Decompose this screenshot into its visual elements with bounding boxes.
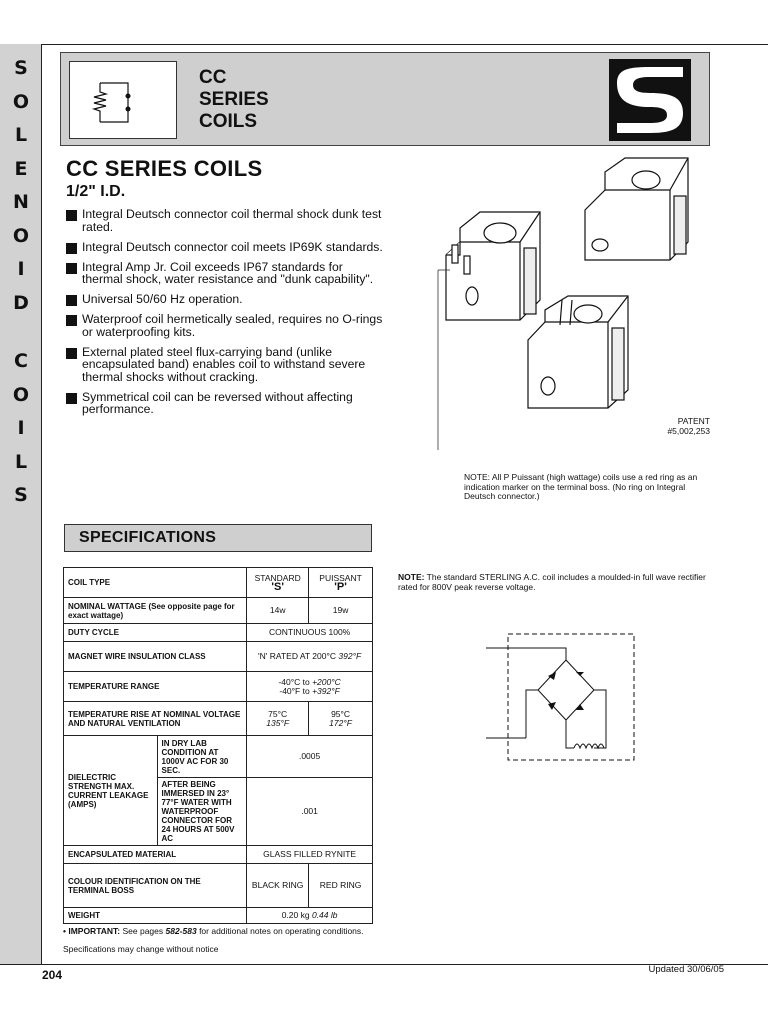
duty-cycle-value: CONTINUOUS 100% <box>247 624 373 642</box>
side-letter: L <box>14 124 28 146</box>
feature-item: Universal 50/60 Hz operation. <box>66 293 386 306</box>
dielectric-wet-label: AFTER BEING IMMERSED IN 23° 77°F WATER WITH WATERPROOF CONNECTOR FOR 24 HOURS AT 500V AC <box>157 778 247 846</box>
colour-id-s: BLACK RING <box>247 864 309 908</box>
puissant-label: PUISSANT <box>319 572 362 583</box>
temp-range-line1: -40°C to <box>278 676 310 687</box>
table-row <box>64 642 373 672</box>
table-row <box>64 702 373 736</box>
table-row <box>64 908 373 924</box>
temp-rise-p-f: 172°F <box>329 717 352 728</box>
dielectric-dry-value: .0005 <box>247 736 373 778</box>
nominal-wattage-s: 14w <box>247 598 309 624</box>
side-letter-gap <box>0 320 42 345</box>
weight-value: 0.20 kg <box>281 910 310 920</box>
header-title-line: COILS <box>199 111 258 132</box>
important-note <box>63 926 364 936</box>
sterling-logo <box>609 59 691 141</box>
sterling-s-logo-icon <box>609 59 691 141</box>
magnet-wire-label: MAGNET WIRE INSULATION CLASS <box>64 642 247 672</box>
temp-rise-s-c: 75°C <box>268 708 288 719</box>
table-row <box>64 598 373 624</box>
dielectric-wet-value: .001 <box>247 778 373 846</box>
patent-line: PATENT <box>677 416 710 426</box>
feature-item: Waterproof coil hermetically sealed, requires no O-rings or waterproofing kits. <box>66 313 386 338</box>
side-letter: C <box>14 350 28 372</box>
encapsulated-label: ENCAPSULATED MATERIAL <box>64 846 247 864</box>
ring-note: NOTE: All P Puissant (high wattage) coils use a red ring as an indication marker on the terminal boss. (No ring on Integral Deutsch connector.) <box>464 472 698 501</box>
page-title: CC SERIES COILS <box>66 156 263 181</box>
specifications-table <box>63 567 373 924</box>
header-banner <box>60 52 710 146</box>
feature-list <box>66 208 386 423</box>
magnet-wire-value: 'N' RATED AT 200°C <box>258 651 337 661</box>
feature-item: Symmetrical coil can be reversed without affecting performance. <box>66 391 386 416</box>
solenoid-coil-symbol-icon <box>70 62 178 140</box>
magnet-wire-value-f: 392°F <box>338 651 362 661</box>
header-title-line: SERIES <box>199 89 269 110</box>
table-row <box>64 736 373 778</box>
side-letter: S <box>14 57 28 79</box>
temperature-rise-p <box>309 702 373 736</box>
temp-rise-p-c: 95°C <box>331 708 351 719</box>
coil-symbol-box <box>69 61 177 139</box>
table-row <box>64 864 373 908</box>
weight-value-lb: 0.44 lb <box>311 910 338 920</box>
encapsulated-value: GLASS FILLED RYNITE <box>247 846 373 864</box>
top-rule <box>42 44 768 45</box>
standard-cell <box>247 568 309 598</box>
side-letter: O <box>12 224 30 247</box>
important-text: See pages <box>120 926 166 936</box>
rectifier-note-text: The standard STERLING A.C. coil includes a moulded-in full wave rectifier rated for 800V peak reverse voltage. <box>398 572 706 592</box>
standard-label: STANDARD <box>254 572 301 583</box>
temperature-range-cell <box>247 672 373 702</box>
page-subtitle: 1/2" I.D. <box>66 183 126 200</box>
standard-code: 'S' <box>271 580 284 593</box>
feature-item: Integral Deutsch connector coil meets IP69K standards. <box>66 241 386 254</box>
side-letter: S <box>14 484 28 506</box>
feature-item: External plated steel flux-carrying band (unlike encapsulated band) enables coil to withstand severe thermal shocks without cracking. <box>66 346 386 384</box>
patent-number: #5,002,253 <box>667 426 710 436</box>
side-letter: L <box>14 450 28 473</box>
important-label: • IMPORTANT: <box>63 926 121 936</box>
coil-type-label: COIL TYPE <box>64 568 247 598</box>
important-text-end: for additional notes on operating conditions. <box>196 926 364 936</box>
temperature-range-label: TEMPERATURE RANGE <box>64 672 247 702</box>
page-number: 204 <box>42 968 63 982</box>
coil-product-illustration <box>420 150 720 450</box>
feature-item: Integral Amp Jr. Coil exceeds IP67 standards for thermal shock, water resistance and "dunk capability". <box>66 261 386 286</box>
side-letter: I <box>17 258 25 280</box>
side-vertical-title <box>0 52 42 513</box>
weight-label: WEIGHT <box>64 908 247 924</box>
nominal-wattage-p: 19w <box>309 598 373 624</box>
colour-id-label: COLOUR IDENTIFICATION ON THE TERMINAL BOSS <box>64 864 247 908</box>
temp-range-line2: -40°F to <box>279 685 310 696</box>
magnet-wire-cell <box>247 642 373 672</box>
side-letter: N <box>13 191 29 213</box>
side-letter: O <box>12 90 30 113</box>
temperature-rise-s <box>247 702 309 736</box>
side-letter: O <box>12 383 30 406</box>
dielectric-dry-label: IN DRY LAB CONDITION AT 1000V AC FOR 30 SEC. <box>157 736 247 778</box>
updated-date: Updated 30/06/05 <box>648 964 724 975</box>
feature-item: Integral Deutsch connector coil thermal shock dunk test rated. <box>66 208 386 233</box>
duty-cycle-label: DUTY CYCLE <box>64 624 247 642</box>
rectifier-note <box>398 573 718 592</box>
rectifier-note-prefix: NOTE: <box>398 572 425 582</box>
table-row <box>64 672 373 702</box>
important-pages: 582-583 <box>165 926 197 936</box>
nominal-wattage-label: NOMINAL WATTAGE (See opposite page for exact wattage) <box>64 598 247 624</box>
side-letter: I <box>17 417 25 439</box>
puissant-cell <box>309 568 373 598</box>
temp-range-line1-max: +200°C <box>312 676 341 687</box>
temp-rise-s-f: 135°F <box>266 717 290 728</box>
dielectric-label: DIELECTRIC STRENGTH MAX. CURRENT LEAKAGE (AMPS) <box>64 736 158 846</box>
specifications-change-note: Specifications may change without notice <box>63 944 219 954</box>
side-letter: D <box>13 291 29 314</box>
header-series-title <box>199 67 269 133</box>
weight-cell <box>247 908 373 924</box>
side-letter: E <box>14 157 28 180</box>
rectifier-circuit-diagram <box>486 628 646 768</box>
patent-label <box>640 416 710 436</box>
table-row <box>64 846 373 864</box>
colour-id-p: RED RING <box>309 864 373 908</box>
header-title-line: CC <box>199 67 227 88</box>
temp-range-line2-max: +392°F <box>312 685 340 696</box>
table-row <box>64 624 373 642</box>
temperature-rise-label: TEMPERATURE RISE AT NOMINAL VOLTAGE AND NATURAL VENTILATION <box>64 702 247 736</box>
specifications-heading: SPECIFICATIONS <box>64 524 372 552</box>
table-row <box>64 568 373 598</box>
puissant-code: 'P' <box>334 580 347 593</box>
